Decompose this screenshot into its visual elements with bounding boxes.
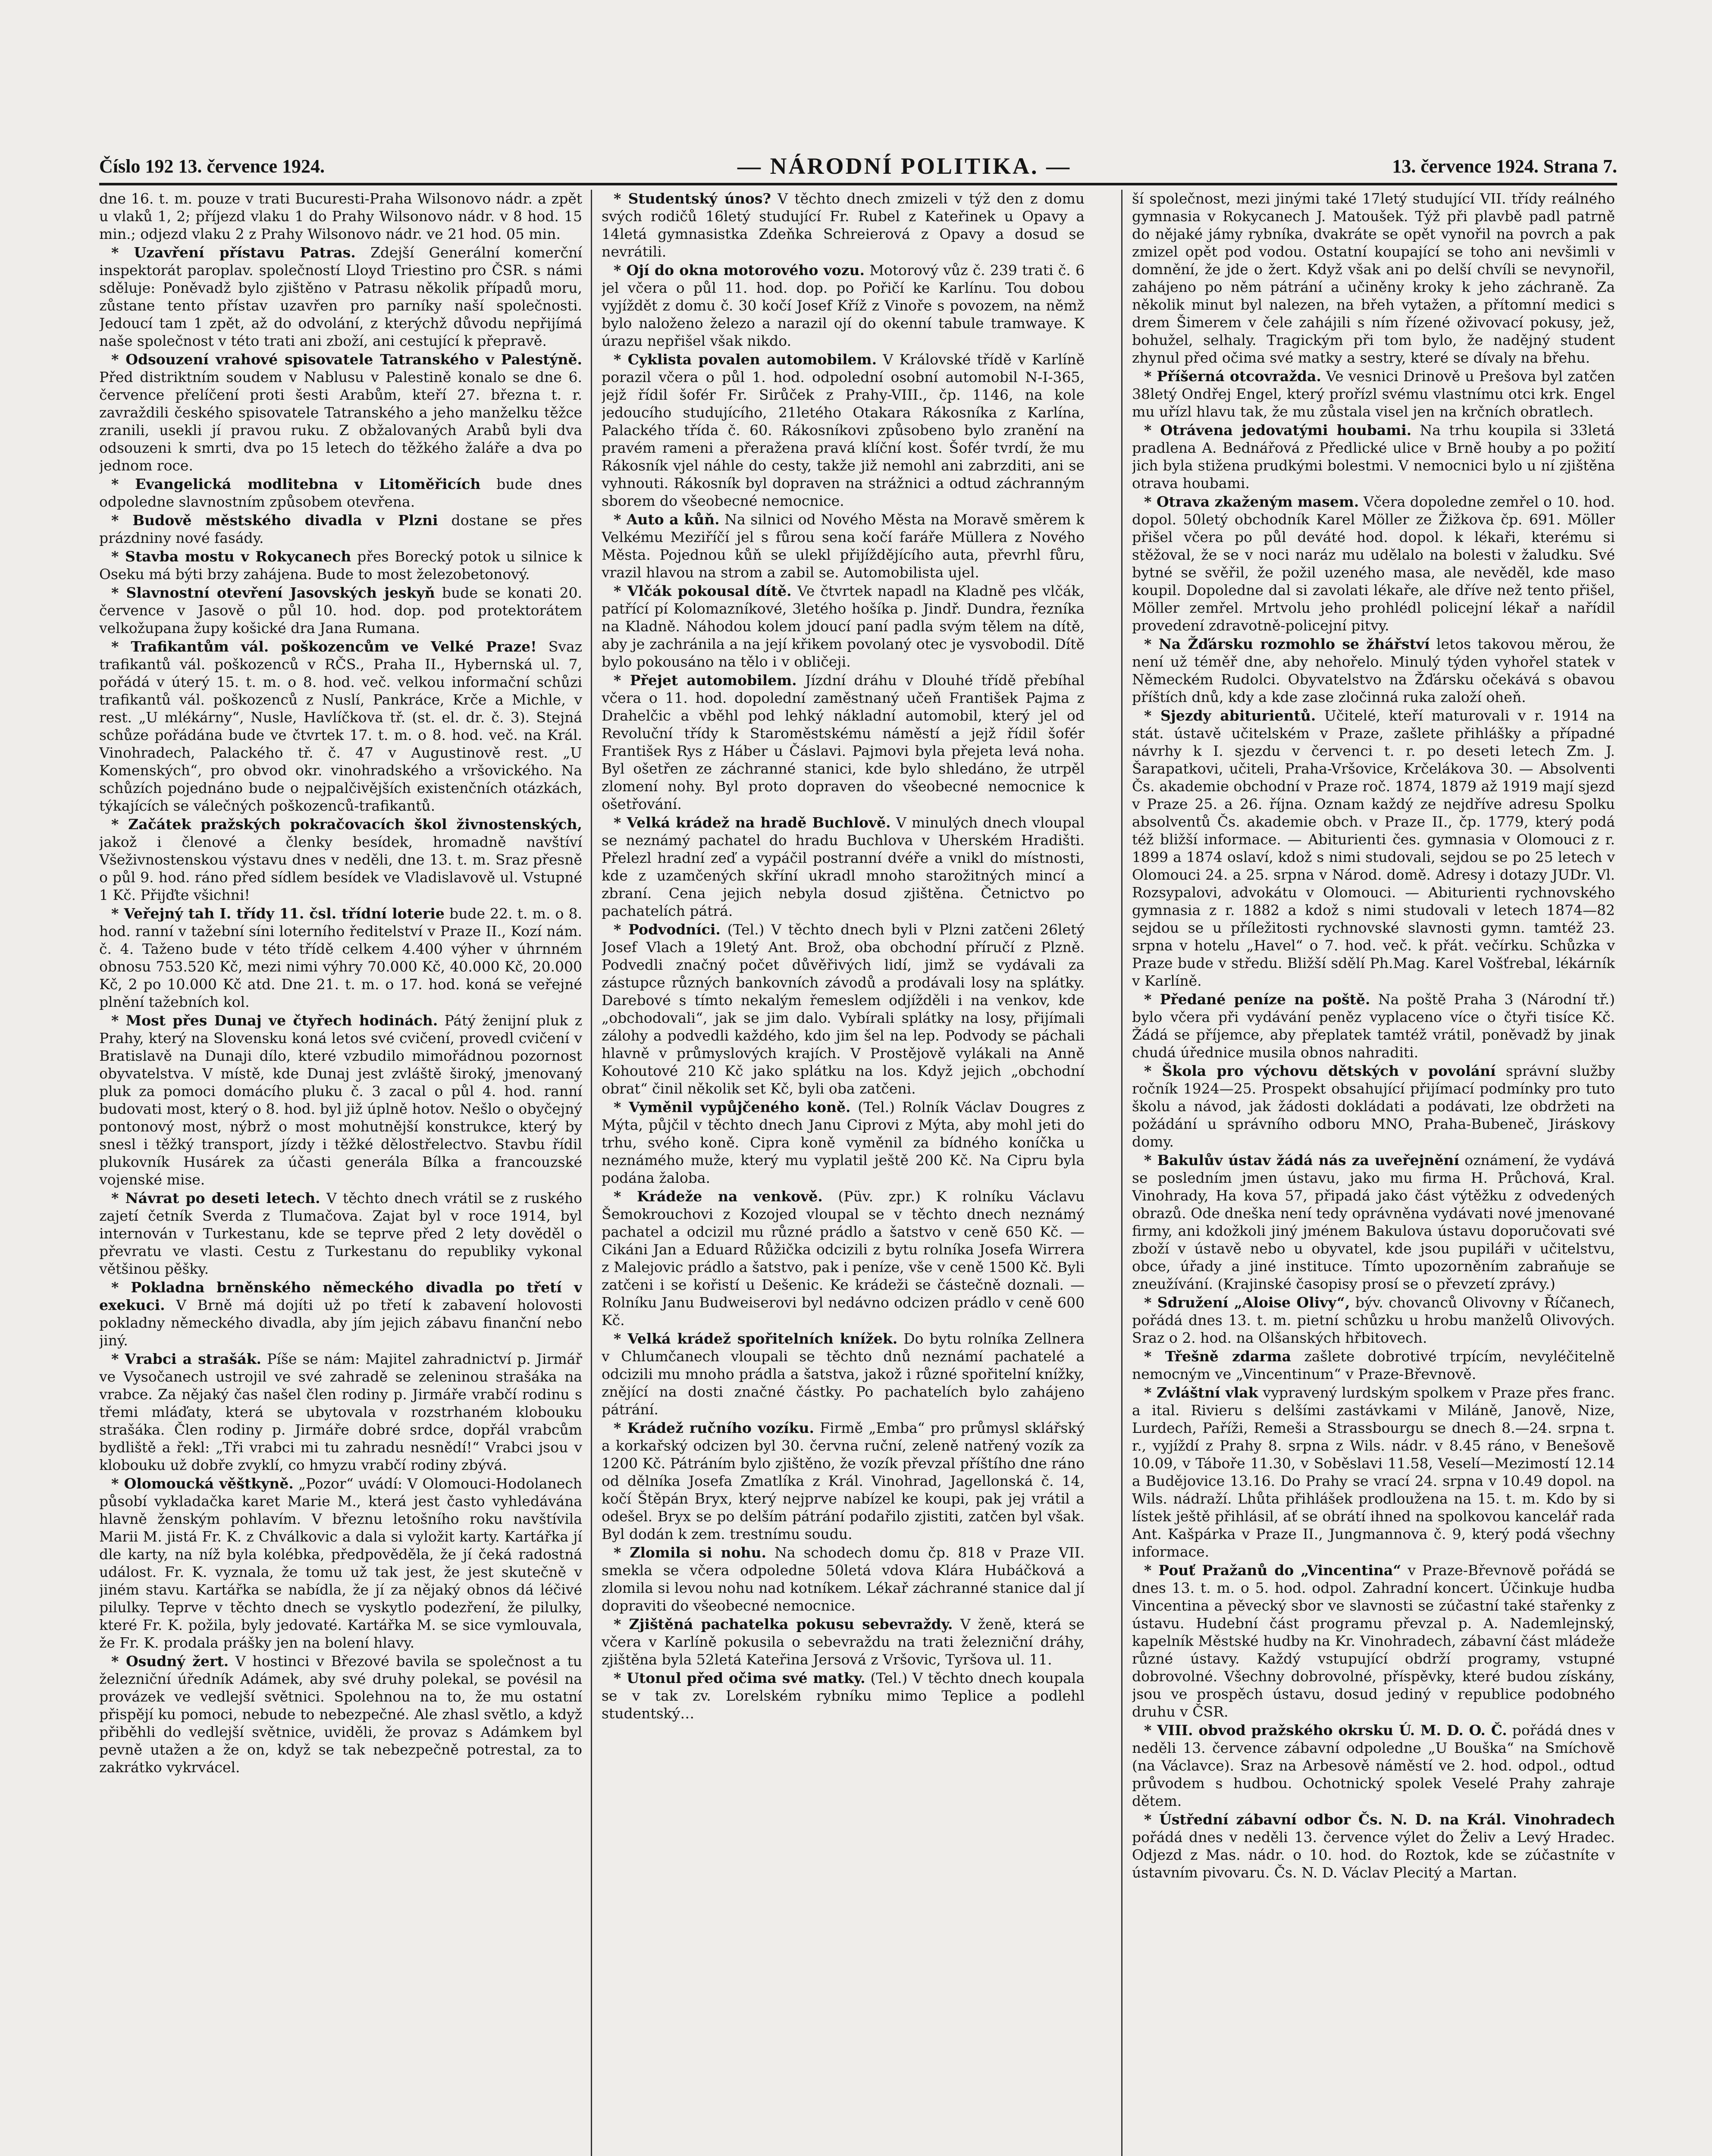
article-text: (Tel.) Rolník Václav Dougres z Mýta, půjčil v těchto dnech Janu Ciprovi z Mýta, aby mohl jeti do trhu, svého koně. Cipra koně vyměnil za bídného koníčka u neznámého muže, který mu vyplatil ještě 200 Kč. Na Cipru byla podána žaloba. xyxy=(602,1099,1085,1186)
article xyxy=(1132,1062,1615,1150)
article-headline: Slavnostní otevření Jasovských jeskyň xyxy=(126,584,435,601)
article xyxy=(602,1615,1085,1668)
article xyxy=(602,814,1085,920)
article-text: V těchto dnech vrátil se z ruského zajetí četník Sverda z Tlumačova. Zajat byl v roce 1914, byl internován v Turkestanu, kde se teprve před 2 lety dověděl o převratu ve vlasti. Cestu z Turkestanu do republiky vykonal většinou pěšky. xyxy=(99,1190,582,1277)
article-text: Píše se nám: Majitel zahradnictví p. Jirmář ve Vysočanech ustrojil ve své zahradě se zeleninou strašáka na vrabce. Za nějaký čas našel člen rodiny p. Jirmáře vrabčí rodinu s třemi mláďaty, která se ubytovala v rozstrhaném klobouku strašáka. Člen rodiny p. Jirmáře dobré srdce, dopřál vrabcům bydliště a řekl: „Tři vrabci mi tu zahradu nesnědí!“ Vrabci jsou v klobouku už dobře zvyklí, co hmyzu vrabčí rodiny zbývá. xyxy=(99,1351,582,1473)
article-text: Ve čtvrtek napadl na Kladně pes vlčák, patřící pí Kolomazníkové, 3letého hošíka p. Jindř. Dundra, řezníka na Kladně. Náhodou kolem jdoucí paní padla svým tělem na dítě, aby je zachránila a na její křikem povolaný otec je vysvobodil. Dítě bylo pokousáno na tělo i v obličeji. xyxy=(602,583,1085,670)
article-headline: Budově městského divadla v Plzni xyxy=(132,512,438,529)
article-text: přes Borecký potok u silnice k Oseku má býti brzy zahájena. Bude to most železobetonový. xyxy=(99,548,582,583)
article xyxy=(602,921,1085,1097)
article-headline: Cyklista povalen automobilem. xyxy=(627,351,877,368)
article-headline: Pouť Pražanů do „Vincentina“ xyxy=(1158,1562,1402,1579)
article-marker: * xyxy=(1144,707,1160,724)
article-headline: Sdružení „Aloise Olivy“, xyxy=(1157,1294,1350,1311)
article-marker: * xyxy=(614,190,628,207)
article-headline: Otrava zkaženým masem. xyxy=(1156,493,1359,510)
article-text: dostane se přes prázdniny nové fasády. xyxy=(99,512,582,546)
article-headline: Velká krádež spořitelních knížek. xyxy=(627,1330,898,1347)
article-text: správní služby ročník 1924—25. Prospekt obsahující přijímací podmínky pro tuto školu a návod, jak žádosti dokládati a podávati, lze obdržeti na požádání u správního odboru MNO, Praha-Bubeneč, Jiráskovy domy. xyxy=(1132,1062,1615,1150)
column-1 xyxy=(99,190,582,2156)
article xyxy=(602,190,1085,260)
article-text: Pátý ženijní pluk z Prahy, který na Slovensku koná letos své cvičení, provedl cvičení v Bratislavě na Dunaji dílo, které vzbudilo mimořádnou pozornost obyvatelstva. V místě, kde Dunaj jest zvláště široký, jmenovaný pluk za pomoci domácího pluku č. 3 zacal o půl 4. hod. ranní budovati most, který o 8. hod. byl již úplně hotov. Nešlo o obyčejný pontonový most, nýbrž o most mohutnější konstrukce, který by snesl i těžký transport, jízdy i těžké dělostřelectvo. Stavbu řídil plukovník Husárek za účasti generála Bílka a francouzské vojenské mise. xyxy=(99,1012,582,1188)
article-headline: Otrávena jedovatými houbami. xyxy=(1160,422,1412,439)
article-text: oznámení, že vydává se posledním jmen ústavu, jako mu firma H. Průchová, Kral. Vinohrady, Ha kova 57, připadá jako část výtěžku z odvedených obrazů. Ode dneška není tedy oprávněna vydávati nové jmenované firmy, ani kdožkoli jiný jménem Bakulova ústavu doporučovati své zboží v ústavě nebo u obyvatel, kde jsou pupiláři v učitelstvu, obce, úřady a jiné instituce. Tímto upozorněním zabraňuje se zneužívání. (Krajinské časopisy prosí se o převzetí zprávy.) xyxy=(1132,1152,1615,1292)
article-headline: Studentský únos? xyxy=(628,190,771,207)
article-headline: Vlčák pokousal dítě. xyxy=(627,583,792,599)
header-masthead: — NÁRODNÍ POLITIKA. — xyxy=(737,153,1072,179)
article xyxy=(99,244,582,350)
article xyxy=(602,1544,1085,1614)
article xyxy=(1132,1811,1615,1881)
article-text: (Püv. zpr.) K rolníku Václavu Šemokrouchovi z Kozojed vloupal se v těchto dnech neznámý pachatel a odcizil mu různé prádlo a šatstvo v ceně 650 Kč. — Cikáni Jan a Eduard Růžička odcizili z bytu rolníka Josefa Wirrera z Malejovic prádlo a šatstvo, pak i peníze, vše v ceně 1500 Kč. Byli zatčeni i se kořistí u Dešenic. Ke krádeži se částečně doznali. — Rolníku Janu Budweiserovi byl nedávno odcizen prádlo v ceně 600 Kč. xyxy=(602,1188,1085,1329)
article xyxy=(602,261,1085,350)
article-headline: Na Žďársku rozmohlo se žhářství xyxy=(1158,636,1430,652)
article-headline: Osudný žert. xyxy=(125,1653,229,1670)
article-headline: Podvodníci. xyxy=(628,921,721,938)
article-marker: * xyxy=(111,1653,126,1670)
article xyxy=(99,638,582,815)
article xyxy=(99,1012,582,1188)
article-marker: * xyxy=(614,351,628,368)
article xyxy=(99,1475,582,1651)
article-marker: * xyxy=(1144,422,1160,439)
article xyxy=(602,1419,1085,1543)
article-marker: * xyxy=(614,1670,627,1686)
article-text: Jízdní dráhu v Dlouhé třídě přebíhal včera o 11. hod. dopolední zaměstnaný učeň František Pajma z Drahelčic a vběhl pod lehký nákladní automobil, který jel od Revoluční třídy k Staroměstskému náměstí a jejž řídil šofér František Rys z Háber u Čáslavi. Pajmovi byla přejeta levá noha. Byl ošetřen ze záchranné stanici, kde bylo shledáno, že utrpěl zlomení nohy. Byl proto dopraven do všeobecné nemocnice k ošetřování. xyxy=(602,672,1085,812)
article xyxy=(1132,635,1615,706)
article xyxy=(99,1350,582,1474)
article xyxy=(99,1189,582,1278)
article-headline: Zjištěná pachatelka pokusu sebevraždy. xyxy=(629,1616,953,1633)
article-text: Motorový vůz č. 239 trati č. 6 jel včera o půl 11. hod. dop. po Pořičí ke Karlínu. Tou dobou vyjíždět z domu č. 30 kočí Josef Kříž z Vinoře s povozem, na němž bylo naloženo železo a narazil ojí do okenní tabule tramwaye. K úrazu nepřišel však nikdo. xyxy=(602,262,1085,349)
article-headline: Trafikantům vál. poškozencům ve Velké Praze! xyxy=(131,638,537,655)
article-headline: Stavba mostu v Rokycanech xyxy=(125,548,351,565)
article xyxy=(1132,1721,1615,1810)
article-text: letos takovou měrou, že není už téměř dne, aby nehořelo. Minulý týden vyhořel statek v Německém Rudolci. Obyvatelstvo na Žďársku očekává s obavou příštích dnů, kdy a kde zase zločinná ruka založí oheň. xyxy=(1132,636,1615,705)
article-text: pořádá dnes v neděli 13. července výlet do Želiv a Levý Hradec. Odjezd z Mas. nádr. o 10. hod. do Roztok, kde se zúčastníte v ústavním pivovaru. Čs. N. D. Václav Plecitý a Martan. xyxy=(1132,1829,1615,1881)
column-divider-1 xyxy=(591,190,592,2156)
article xyxy=(1132,1384,1615,1561)
article-marker: * xyxy=(1144,1811,1160,1828)
article-marker: * xyxy=(111,351,126,368)
article-marker: * xyxy=(1144,1152,1157,1169)
article-headline: Příšerná otcovražda. xyxy=(1157,368,1321,385)
article xyxy=(1132,990,1615,1061)
article-headline: Třešně zdarma xyxy=(1165,1348,1292,1365)
article-text: Svaz trafikantů vál. poškozenců v RČS., Praha II., Hybernská ul. 7, pořádá v úterý 15. t. m. o 8. hod. več. velkou informační schůzi trafikantů vál. poškozenců z Nuslí, Pankráce, Krče a Michle, v rest. „U mlékárny“, Nusle, Havlíčkova tř. (st. el. dr. č. 3). Stejná schůze pořádána bude ve čtvrtek 17. t. m. o 8. hod. več. na Král. Vinohradech, Palackého tř. č. 47 v Augustinově rest. „U Komenských“, pro obvod okr. vinohradského a vršovického. Na schůzích pojednáno bude o nejpalčivějších existenčních otázkách, týkajících se válečných poškozenců-trafikantů. xyxy=(99,638,582,814)
article-headline: Bakulův ústav žádá nás za uveřejnění xyxy=(1157,1152,1459,1169)
article-headline: Olomoucká věštkyně. xyxy=(124,1475,294,1492)
article-headline: Velká krádež na hradě Buchlově. xyxy=(627,814,891,831)
article-headline: Uzavření přístavu Patras. xyxy=(134,244,356,261)
article-marker: * xyxy=(1144,493,1157,510)
article-marker: * xyxy=(614,511,627,528)
article-headline: Utonul před očima své matky. xyxy=(627,1670,865,1686)
article-marker: * xyxy=(614,1188,637,1205)
article-marker: * xyxy=(1144,1722,1157,1739)
article-marker: * xyxy=(111,548,125,565)
article xyxy=(99,905,582,1011)
article-marker: * xyxy=(1144,1562,1159,1579)
article xyxy=(1132,1294,1615,1347)
article xyxy=(602,582,1085,671)
article-text: Firmě „Emba“ pro průmysl sklářský a korkařský odcizen byl 30. června ruční, zeleně natřený vozík za 1200 Kč. Pátráním bylo zjištěno, že vozík převzal příštího dne ráno od dělníka Josefa Zmatlíka z Král. Vinohrad, Jagellonská č. 14, kočí Štěpán Bryx, který nejprve nabízel ke koupi, pak jej vrátil a odešel. Bryx se po delším pátrání podařilo zjistiti, zatčen byl však. Byl dodán k zem. trestnímu soudu. xyxy=(602,1420,1085,1542)
article xyxy=(602,671,1085,813)
article xyxy=(602,351,1085,510)
article xyxy=(602,1330,1085,1418)
article-marker: * xyxy=(1144,1062,1162,1079)
article-marker: * xyxy=(1144,1348,1165,1365)
article-text: bude se konati 20. července v Jasově o půl 10. hod. dop. pod protektorátem velkožupana župy košické dra Jana Rumana. xyxy=(99,584,582,636)
article-headline: Vyměnil vypůjčeného koně. xyxy=(628,1099,851,1116)
article-marker: * xyxy=(1144,1384,1157,1401)
article-text: dne 16. t. m. pouze v trati Bucuresti-Praha Wilsonovo nádr. a zpět u vlaků 1, 2; příjezd vlaku 1 do Prahy Wilsonovo nádr. v 8 hod. 15 min.; odjezd vlaku 2 z Prahy Wilsonovo nádr. ve 21 hod. 05 min. xyxy=(99,190,582,242)
article-headline: Krádeže na venkově. xyxy=(637,1188,823,1205)
article xyxy=(602,511,1085,581)
article-marker: * xyxy=(1144,1294,1157,1311)
article-marker: * xyxy=(111,1475,124,1492)
article-marker: * xyxy=(614,672,630,689)
article-headline: Auto a kůň. xyxy=(626,511,720,528)
article xyxy=(1132,1151,1615,1293)
article-headline: Veřejný tah I. třídy 11. čsl. třídní loterie xyxy=(124,905,445,922)
article-text: V Královské třídě v Karlíně porazil včera o půl 1. hod. odpolední osobní automobil N-I-365, jejž řídil šofér Fr. Sirůček z Prahy-VIII., čp. 1146, na kole jedoucího studujícího, 21letého Otakara Rákosníka z Karlína, Palackého třída č. 60. Rákosníkovi způsobeno bylo zranění na pravém rameni a přeražena pravá klíční kost. Šofér tvrdí, že mu Rákosník vjel náhle do cesty, takže již nemohl ani zabrzditi, ani se vyhnouti. Rákosník byl dopraven na strážnici a odtud záchranným sborem do všeobecné nemocnice. xyxy=(602,351,1085,509)
article-marker: * xyxy=(614,921,628,938)
article-marker: * xyxy=(111,905,124,922)
article-marker: * xyxy=(614,1420,627,1436)
article-text: Zdejší Generální komerční inspektorát paroplav. společností Lloyd Triestino pro ČSR. s námi sděluje: Poněvadž bylo zjištěno v Patrasu několik případů moru, zůstane tento přístav uzavřen pro parníky naší společnosti. Jedoucí tam 1 zpět, až do odvolání, z kterýchž důvodu nepřijímá naše společnost v této trati ani zboží, ani cestující k přepravě. xyxy=(99,244,582,349)
column-3 xyxy=(1132,190,1615,2156)
article-headline: Zlomila si nohu. xyxy=(630,1544,766,1561)
header-issue-date: Číslo 192 13. července 1924. xyxy=(99,156,325,177)
article-headline: Odsouzení vrahové spisovatele Tatranského v Palestýně. xyxy=(125,351,582,368)
article-marker: * xyxy=(111,1351,125,1367)
article-text: Na schodech domu čp. 818 v Praze VII. smekla se včera odpoledne 50letá vdova Klára Hubáčková a zlomila si levou nohu nad kotníkem. Lékař záchranné stanice dal jí dopraviti do všeobecné nemocnice. xyxy=(602,1544,1085,1614)
article-text: Do bytu rolníka Zellnera v Chlumčanech vloupali se těchto dnů neznámí pachatelé a odcizili mu mnoho prádla a šatstva, jakož i různé spořitelní knížky, znějící na dosti značné částky. Po pachatelích bylo zahájeno pátrání. xyxy=(602,1330,1085,1418)
article xyxy=(99,1652,582,1776)
article-text: (Tel.) V těchto dnech byli v Plzni zatčeni 26letý Josef Vlach a 19letý Ant. Brož, oba obchodní příručí z Plzně. Podvedli značný počet důvěřivých lidí, jimž se vydávali za zástupce různých bankovních závodů a prodávali losy na splátky. Darebové s tímto nekalým řemeslem odjížděli i na venkov, kde „obchodovali“, jak se jim dalo. Vybírali splátky na losy, přijímali zálohy a podvedli každého, kdo jim šel na lep. Podvody se páchali hlavně v průmyslových krajích. V Prostějově vylákali na Anně Kohoutové 210 Kč jako splátku na los. Když jejich „obchodní obrat“ činil několik set Kč, byli oba zatčeni. xyxy=(602,921,1085,1097)
article-text: Před distriktním soudem v Nablusu v Palestině konalo se dne 6. července přelíčení proti šesti Arabům, kteří 27. března t. r. zavraždili českého spisovatele Tatranského a jeho manželku těžce zranili, usekli jí pravou ruku. Z obžalovaných Arabů byli dva odsouzeni k smrti, dva po 15 letech do těžkého žaláře a dva po jednom roce. xyxy=(99,369,582,474)
article xyxy=(1132,367,1615,420)
article xyxy=(1132,1348,1615,1383)
article-marker: * xyxy=(614,583,627,599)
article xyxy=(99,1279,582,1349)
article xyxy=(99,511,582,547)
article-headline: Začátek pražských pokračovacích škol živnostenských, xyxy=(128,816,582,833)
article-marker: * xyxy=(614,1544,630,1561)
article-headline: Pokladna brněnského německého divadla po třetí v exekuci. xyxy=(99,1279,582,1313)
article-text: V ženě, která se včera v Karlíně pokusila o sebevraždu na trati železniční dráhy, zjištěna byla 52letá Kateřina Jersová z Vršovic, Tyršova ul. 11. xyxy=(602,1616,1085,1668)
article-text: Ve vesnici Drinově u Prešova byl zatčen 38letý Ondřej Engel, který prořízl svému vlastnímu otci krk. Engel mu uřízl hlavu tak, že mu zůstala visel jen na krčních obratlech. xyxy=(1132,368,1615,420)
article-headline: Předané peníze na poště. xyxy=(1160,991,1370,1008)
article xyxy=(602,1098,1085,1187)
article-text: „Pozor“ uvádí: V Olomouci-Hodolanech působí vykladačka karet Marie M., která jest často vyhledávána hlavně ženským pohlavím. V březnu letošního roku navštívila Marii M. jistá Fr. K. z Chválkovic a dala si vyložit karty. Kartářka jí dle karty, na níž byla kolébka, předpověděla, že jí čeká radostná událost. Fr. K. vyznala, že tomu už tak jest, že jest skutečně v jiném stavu. Kartářka se nabídla, že jí za nějaký obnos dá léčivé pilulky. Teprve v těchto dnech se vyskytlo podezření, že pilulky, které Fr. K. požila, byly jedovaté. Kartářka M. se sice vymlouvala, že Fr. K. prodala prášky jen na bolení hlavy. xyxy=(99,1475,582,1651)
article-text: bude dnes odpoledne slavnostním způsobem otevřena. xyxy=(99,476,582,510)
article-text: zašlete dobrotivé trpícím, nevyléčitelně nemocným ve „Vincentinum“ v Praze-Břevnově. xyxy=(1132,1348,1615,1382)
article-text: vypravený lurdským spolkem v Praze přes franc. a ital. Rivieru s delšími zastávkami v Miláně, Janově, Nize, Lurdech, Paříži, Remeši a Strassbourgu se dnech 8.—24. srpna t. r., vyjíždí z Prahy 8. srpna z Wils. nádr. v 8.45 ráno, v Benešově 10.09, v Táboře 11.30, v Soběslavi 11.58, Veselí—Mezimostí 12.14 a Budějovice 13.16. Do Prahy se vrací 24. srpna v 10.49 dopol. na Wils. nádraží. Lhůta přihlášek prodloužena na 15. t. m. Kdo by si lístek ještě přihlásil, ať se obrátí ihned na spolkovou kancelář rada Ant. Kašpárka v Praze II., Jungmannova č. 9, který podá všechny informace. xyxy=(1132,1384,1615,1560)
article xyxy=(99,190,582,243)
article xyxy=(1132,1561,1615,1720)
article-text: jakož i členové a členky besídek, hromadně navštíví Všeživnostenskou výstavu dnes v neděli, dne 13. t. m. Sraz přesně o půl 9. hod. ráno před sídlem besídek ve Vladislavově ul. Vstupné 1 Kč. Přijďte všichni! xyxy=(99,834,582,903)
article-headline: Evangelická modlitebna v Litoměřicích xyxy=(135,476,481,492)
article-text: bude 22. t. m. o 8. hod. ranní v tažební síni loterního ředitelství v Praze II., Kozí nám. č. 4. Taženo bude v této třídě celkem 4.400 výher v úhrnném obnosu 753.520 Kč, mezi nimi výhry 70.000 Kč, 40.000 Kč, 20.000 Kč, 2 po 10.000 Kč atd. Dne 21. t. m. o 17. hod. koná se veřejné plnění tažebních kol. xyxy=(99,905,582,1010)
article-headline: Krádež ručního vozíku. xyxy=(627,1420,814,1436)
article xyxy=(602,1669,1085,1722)
article-text: pořádá dnes v neděli 13. července zábavní odpoledne „U Bouška“ na Smíchově (na Václavce). Sraz na Arbesově náměstí ve 2. hod. odpol., odtud průvodem s hudbou. Ochotnický spolek Veselé Prahy zahraje dětem. xyxy=(1132,1722,1615,1809)
article-marker: * xyxy=(111,244,134,261)
article-text: V hostinci v Březové bavila se společnost a tu železniční úředník Adámek, aby své druhy polekal, se povésil na provázek ve vedlejší světnici. Spolehnou na to, že mu ostatní přispějí ku pomoci, nebude to nebezpečné. Ale zhasl světlo, a když přiběhli do vedlejší světnice, uviděli, že provaz s Adámkem byl pevně utažen a že on, když se tak nebezpečně potrestal, za to zakrátko vykrvácel. xyxy=(99,1653,582,1776)
column-divider-2 xyxy=(1121,190,1123,2156)
header-rule xyxy=(99,183,1617,185)
page-header xyxy=(99,155,1617,185)
article-text: V minulých dnech vloupal se neznámý pachatel do hradu Buchlova v Uherském Hradišti. Přelezl hradní zeď a vypáčil postranní dvéře a vnikl do místnosti, kde z uzamčených skříní ukradl mnoho starožitných mincí a zbraní. Cena jejich nebyla dosud zjištěna. Četnictvo po pachatelích pátrá. xyxy=(602,814,1085,919)
article xyxy=(99,475,582,511)
article-headline: Most přes Dunaj ve čtyřech hodinách. xyxy=(125,1012,438,1029)
article xyxy=(1132,493,1615,634)
column-2 xyxy=(602,190,1085,2156)
article-text: Včera dopoledne zemřel o 10. hod. dopol. 50letý obchodník Karel Möller ze Žižkova čp. 691. Möller přišel včera po půl deváté hod. dopol. k lékaři, kterému si stěžoval, že se v noci naráz mu udělalo na bolesti v žaludku. Své bytné se svěřil, že požil uzeného masa, ale nevěděl, kde maso koupil. Dopoledne dal si zavolati lékaře, ale dříve než tento přišel, Möller zemřel. Mrtvolu jeho prohlédl policejní lékař a nařídil provedení zdravotně-policejní pitvy. xyxy=(1132,493,1615,634)
article xyxy=(602,1188,1085,1329)
article-headline: Vrabci a strašák. xyxy=(125,1351,261,1367)
article-text: (Tel.) V těchto dnech koupala se v tak zv. Lorelském rybníku mimo Teplice a podlehl studentský… xyxy=(602,1670,1085,1722)
article-marker: * xyxy=(111,816,129,833)
article xyxy=(99,351,582,474)
article-marker: * xyxy=(614,1099,629,1116)
article xyxy=(99,548,582,583)
article-marker: * xyxy=(614,262,627,279)
article-headline: Ústřední zábavní odbor Čs. N. D. na Král. Vinohradech xyxy=(1159,1811,1615,1828)
article-headline: Ojí do okna motorového vozu. xyxy=(626,262,865,279)
article-marker: * xyxy=(111,1190,125,1206)
article-text: V těchto dnech zmizeli v týž den z domu svých rodičů 16letý studující Fr. Rubel z Kateřinek u Opavy a 14letá gymnasistka Zdeňka Schreierová z Opavy a dosud se nevrátili. xyxy=(602,190,1085,260)
article-marker: * xyxy=(111,1279,131,1296)
article-text: Na silnici od Nového Města na Moravě směrem k Velkému Meziříčí jel s fůrou sena kočí faráře Müllera z Nového Města. Pojednou kůň se ulekl přijíždějícího auta, převrhl fůru, vrazil hlavou na strom a zabil se. Automobilista ujel. xyxy=(602,511,1085,581)
header-page-number: 13. července 1924. Strana 7. xyxy=(1392,156,1617,177)
article-text: Učitelé, kteří maturovali v r. 1914 na stát. ústavě učitelském v Praze, zašlete přihlášky a případné návrhy k I. sjezdu v červenci t. r. po deseti letech Zm. J. Šarapatkovi, učiteli, Praha-Vršovice, Krčelákova 30. — Absolventi Čs. akademie obchodní v Praze roč. 1874, 1879 až 1919 mají sjezd v Praze 25. a 26. října. Oznam každý ze nejdříve adresu Spolku absolventů Čs. akademie obch. v Praze II., čp. 1779, který podá též bližší informace. — Abiturienti čes. gymnasia v Olomouci z r. 1899 a 1874 oslaví, kdož s nimi studovali, sejdou se po 25 letech v Olomouci 24. a 25. srpna v Národ. domě. Adresy i dotazy JUDr. Vl. Rozsypalovi, advokátu v Olomouci. — Abiturienti rychnovského gymnasia z r. 1882 a kdož s nimi studovali v letech 1874—82 sejdou se u příležitosti rychnovské slavnosti gymn. tamtéž 23. srpna v hotelu „Havel“ o 7. hod. več. k přát. večírku. Schůzka v Praze bude v středu. Bližší sdělí Ph.Mag. Karel Vošťrebal, lékárník v Karlíně. xyxy=(1132,707,1615,989)
article-headline: Škola pro výchovu dětských v povolání xyxy=(1162,1062,1496,1079)
article xyxy=(1132,190,1615,367)
article-marker: * xyxy=(111,512,133,529)
article-marker: * xyxy=(614,1330,628,1347)
article xyxy=(1132,421,1615,492)
article-marker: * xyxy=(111,1012,126,1029)
article-text: V Brně má dojíti už po třetí k zabavení holovosti pokladny německého divadla, aby jím jejich zábavu finanční nebo jiný. xyxy=(99,1297,582,1349)
article-marker: * xyxy=(1144,368,1157,385)
article-text: Na poště Praha 3 (Národní tř.) bylo včera při vydávání peněz vyplaceno více o čtyři tisíce Kč. Žádá se příjemce, aby přeplatek tamtéž vrátil, poněvadž by jinak chudá úřednice musila obnos nahraditi. xyxy=(1132,991,1615,1061)
article-headline: VIII. obvod pražského okrsku Ú. M. D. O. Č. xyxy=(1157,1722,1507,1739)
article-text: ší společnost, mezi jinými také 17letý studující VII. třídy reálného gymnasia v Rokycanech J. Matoušek. Týž při plavbě padl patrně do nějaké jámy rybníka, dvakráte se opět vynořil na povrch a pak zmizel opět pod vodou. Ostatní koupající se toho ani nevšimli v domnění, že jde o žert. Když však ani po delší chvíli se nevynořil, zahájeno po něm pátrání a učiněny kroky k jeho záchraně. Za několik minut byl nalezen, na břeh vytažen, a přítomní medici s drem Šimerem v čele zahájili s ním řízené oživovací pokusy, jež, bohužel, selhaly. Tragickým při tom bylo, že nadějný student zhynul před očima své matky a sestry, které se dívaly na břehu. xyxy=(1132,190,1615,366)
article-text: býv. chovanců Olivovny v Říčanech, pořádá dnes 13. t. m. pietní schůzku u hrobu manželů Olivových. Sraz o 2. hod. na Olšanských hřbitovech. xyxy=(1132,1294,1615,1346)
article-marker: * xyxy=(111,584,126,601)
article-marker: * xyxy=(614,814,627,831)
article-headline: Přejet automobilem. xyxy=(630,672,797,689)
article-headline: Návrat po deseti letech. xyxy=(125,1190,320,1206)
article-headline: Zvláštní vlak xyxy=(1157,1384,1258,1401)
article-text: Na trhu koupila si 33letá pradlena A. Bednářová z Předlické ulice v Brně houby a po požití jich byla stižena prudkými bolestmi. V nemocnici bylo u ní zjištěna otrava houbami. xyxy=(1132,422,1615,492)
article-marker: * xyxy=(1144,636,1159,652)
article-marker: * xyxy=(111,638,131,655)
article xyxy=(99,584,582,637)
article-marker: * xyxy=(111,476,135,492)
article xyxy=(1132,707,1615,990)
article-marker: * xyxy=(1144,991,1160,1008)
article xyxy=(99,815,582,904)
article-headline: Sjezdy abiturientů. xyxy=(1160,707,1316,724)
article-marker: * xyxy=(614,1616,629,1633)
article-text: v Praze-Břevnově pořádá se dnes 13. t. m. o 5. hod. odpol. Zahradní koncert. Účinkuje hudba Vincentina a pěvecký sbor ve slavnosti se zúčastní také stařenky z ústavu. Hudební část programu převzal p. A. Nademlejnský, kapelník Městské hudby na Kr. Vinohradech, zábavní část mládeže různé ústavy. Každý vstupující obdrží programy, vstupné dobrovolné. Všechny dobrovolné, příspěvky, které budou získány, jsou ve prospěch ústavu, dosud jediný v republice podobného druhu v ČSR. xyxy=(1132,1562,1615,1720)
